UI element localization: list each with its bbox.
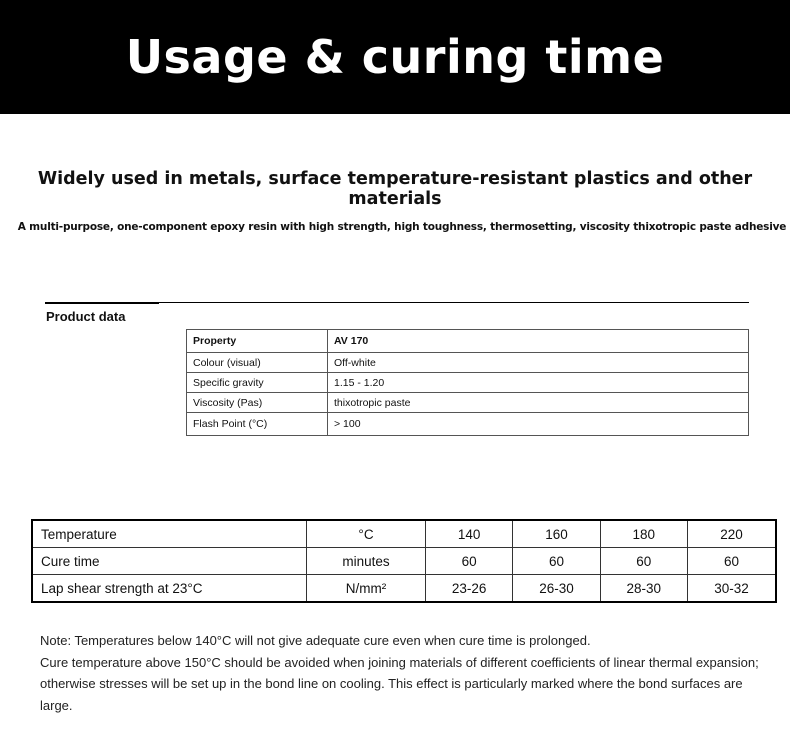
property-value: thixotropic paste [328, 393, 749, 413]
table-header-row [187, 330, 749, 353]
cell-value: 60 [513, 548, 600, 575]
section-label-product-data: Product data [46, 309, 126, 324]
table-row [187, 393, 749, 413]
table-row-temperature [32, 520, 776, 548]
row-label: Lap shear strength at 23°C [32, 575, 307, 603]
table-row-lap-shear [32, 575, 776, 603]
title-banner [0, 0, 790, 114]
row-label: Cure time [32, 548, 307, 575]
cell-value: 180 [600, 520, 687, 548]
header-cell-product: AV 170 [328, 330, 749, 353]
header-cell-property: Property [187, 330, 328, 353]
row-unit: °C [307, 520, 426, 548]
cell-value: 60 [426, 548, 513, 575]
row-unit: minutes [307, 548, 426, 575]
cell-value: 220 [687, 520, 776, 548]
product-data-table [186, 329, 749, 436]
table-row [187, 373, 749, 393]
row-label: Temperature [32, 520, 307, 548]
section-divider-accent [45, 302, 159, 304]
table-row [187, 413, 749, 436]
property-name: Colour (visual) [187, 353, 328, 373]
cell-value: 30-32 [687, 575, 776, 603]
banner-title: Usage & curing time [125, 30, 665, 84]
property-name: Flash Point (°C) [187, 413, 328, 436]
row-unit: N/mm² [307, 575, 426, 603]
table-row-cure-time [32, 548, 776, 575]
cell-value: 160 [513, 520, 600, 548]
property-value: > 100 [328, 413, 749, 436]
cell-value: 60 [687, 548, 776, 575]
property-value: 1.15 - 1.20 [328, 373, 749, 393]
cure-schedule-table [31, 519, 777, 603]
note-paragraph: Cure temperature above 150°C should be avoided when joining materials of different coefficients of linear thermal expansion; otherwise stresses will be set up in the bond line on cooling. This effect is particularly marked where the bond surfaces are large. [40, 654, 759, 713]
property-name: Viscosity (Pas) [187, 393, 328, 413]
cell-value: 140 [426, 520, 513, 548]
cell-value: 60 [600, 548, 687, 575]
cell-value: 28-30 [600, 575, 687, 603]
cell-value: 26-30 [513, 575, 600, 603]
note-paragraph: Note: Temperatures below 140°C will not give adequate cure even when cure time is prolonged. [40, 633, 591, 648]
table-row [187, 353, 749, 373]
subheadline: A multi-purpose, one-component epoxy resin with high strength, high toughness, thermosetting, viscosity thixotropic paste adhesive [17, 221, 787, 233]
property-name: Specific gravity [187, 373, 328, 393]
property-value: Off-white [328, 353, 749, 373]
headline: Widely used in metals, surface temperature-resistant plastics and other materials [37, 169, 753, 209]
cell-value: 23-26 [426, 575, 513, 603]
notes-block [40, 630, 760, 716]
